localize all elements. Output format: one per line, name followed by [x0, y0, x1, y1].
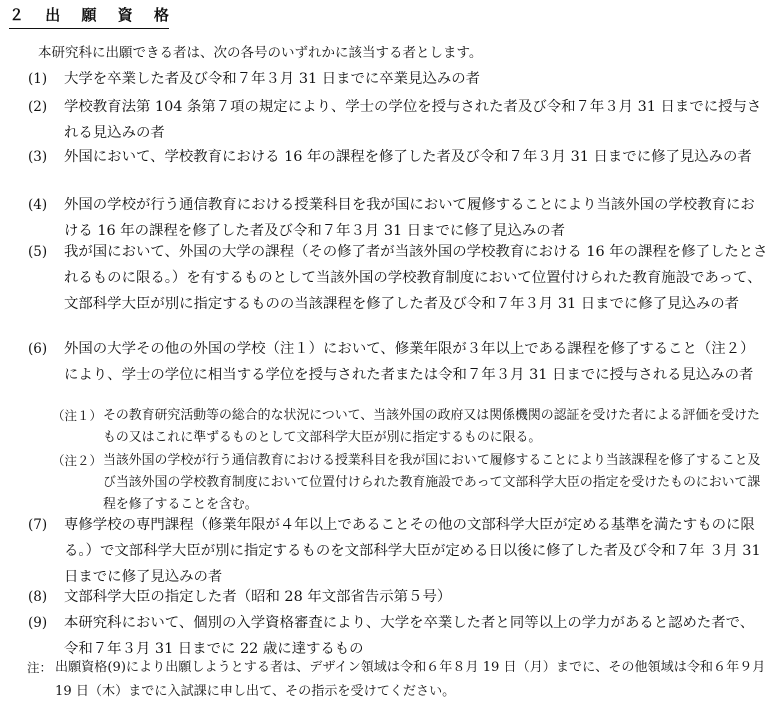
- footnote-text: 出願資格(9)により出願しようとする者は、デザイン領域は令和６年８月 19 日（月）までに、その他領域は令和６年９月 19 日（木）までに入試課に申し出て、その指示を受けてください。: [55, 660, 766, 699]
- item-number: (1): [28, 71, 48, 87]
- heading-underline: [9, 28, 169, 29]
- note-number: （注１）: [52, 408, 103, 423]
- note-text: その教育研究活動等の総合的な状況について、当該外国の政府又は関係機関の認証を受けた者による評価を受けたもの又はこれに準ずるものとして文部科学大臣が別に指定するものに限る。: [103, 408, 760, 445]
- item-number: (7): [28, 517, 48, 533]
- item-text: 我が国において、外国の大学の課程（その修了者が当該外国の学校教育における 16 年の課程を修了したとされるものに限る。）を有するものとして当該外国の学校教育制度において位置付けられた教育施設であって、文部科学大臣が別に指定するものの当該課程を修了した者及び令和７年３月 31 日までに修了見込みの者: [64, 244, 768, 312]
- note-text: 当該外国の学校が行う通信教育における授業科目を我が国において履修することにより当該課程を修了すること及び当該外国の学校教育制度において位置付けられた教育施設であって文部科学大臣の指定を受けたものにおいて課程を修了することを含む。: [103, 453, 761, 512]
- item-text: 外国の大学その他の外国の学校（注１）において、修業年限が３年以上である課程を修了すること（注２）により、学士の学位に相当する学位を授与された者または令和７年３月 31 日までに授与される見込みの者: [64, 341, 755, 383]
- item-number: (3): [28, 149, 48, 165]
- intro-paragraph: 本研究科に出願できる者は、次の各号のいずれかに該当する者とします。: [38, 45, 483, 61]
- item-text: 本研究科において、個別の入学資格審査により、大学を卒業した者と同等以上の学力があると認めた者で、令和７年３月 31 日までに 22 歳に達するもの: [64, 615, 755, 657]
- item-number: (4): [28, 197, 48, 213]
- item-text: 専修学校の専門課程（修業年限が４年以上であることその他の文部科学大臣が定める基準を満たすものに限る。）で文部科学大臣が別に指定するものを文部科学大臣が定める日以後に修了した者及び令和７年 ３月 31 日までに修了見込みの者: [64, 517, 761, 585]
- item-text: 外国において、学校教育における 16 年の課程を修了した者及び令和７年３月 31 日までに修了見込みの者: [64, 149, 752, 165]
- item-number: (2): [28, 99, 48, 115]
- item-number: (8): [28, 589, 48, 605]
- item-text: 外国の学校が行う通信教育における授業科目を我が国において履修することにより当該外国の学校教育における 16 年の課程を修了した者及び令和７年３月 31 日までに修了見込みの者: [64, 197, 755, 239]
- item-text: 学校教育法第 104 条第７項の規定により、学士の学位を授与された者及び令和７年３月 31 日までに授与される見込みの者: [64, 99, 762, 141]
- item-text: 大学を卒業した者及び令和７年３月 31 日までに卒業見込みの者: [64, 71, 481, 87]
- note-number: （注２）: [52, 453, 103, 468]
- section-heading: ２ 出 願 資 格: [9, 6, 177, 24]
- item-text: 文部科学大臣の指定した者（昭和 28 年文部省告示第５号）: [64, 589, 452, 605]
- item-number: (6): [28, 341, 48, 357]
- item-number: (9): [28, 615, 48, 631]
- footnote-label: 注：: [27, 660, 53, 675]
- item-number: (5): [28, 244, 48, 260]
